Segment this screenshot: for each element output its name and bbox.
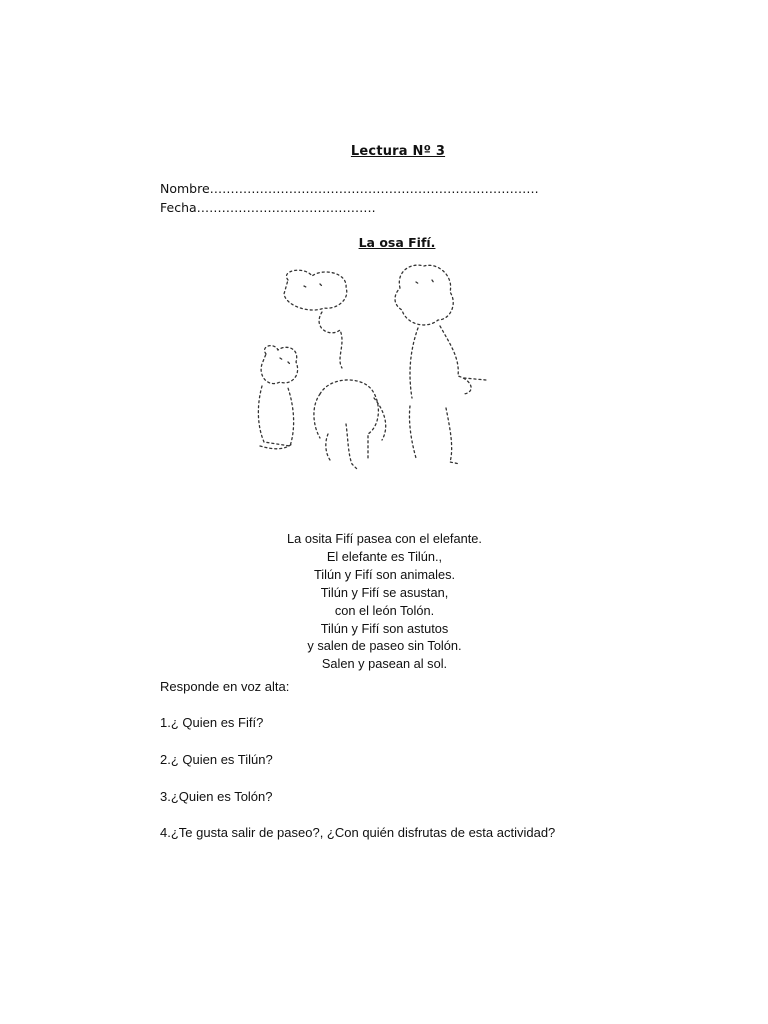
poem <box>0 530 768 673</box>
animals-illustration <box>250 258 500 486</box>
question-4: 4.¿Te gusta salir de paseo?, ¿Con quién disfrutas de esta actividad? <box>160 825 556 840</box>
nombre-field <box>160 181 539 196</box>
fecha-dots: ……………………………………. <box>196 200 376 215</box>
nombre-dots: ……………………………………………………………………. <box>209 181 539 196</box>
nombre-label: Nombre <box>160 181 210 196</box>
worksheet-title: Lectura Nº 3 <box>350 144 446 159</box>
poem-line: Tilún y Fifí son animales. <box>313 566 456 582</box>
poem-line: Tilún y Fifí se asustan, <box>320 584 449 600</box>
poem-line: El elefante es Tilún., <box>326 548 443 564</box>
poem-line: La osita Fifí pasea con el elefante. <box>287 531 482 546</box>
instruction-text: Responde en voz alta: <box>160 679 290 694</box>
question-1: 1.¿ Quien es Fifí? <box>160 715 264 730</box>
question-3: 3.¿Quien es Tolón? <box>160 789 273 804</box>
poem-line: Tilún y Fifí son astutos <box>320 620 449 636</box>
poem-line: con el león Tolón. <box>334 602 435 618</box>
fecha-label: Fecha <box>160 200 197 215</box>
story-title: La osa Fifí. <box>358 235 436 250</box>
fecha-field <box>160 200 376 215</box>
poem-line: Salen y pasean al sol. <box>321 656 448 672</box>
question-2: 2.¿ Quien es Tilún? <box>160 752 273 767</box>
poem-line: y salen de paseo sin Tolón. <box>307 638 462 654</box>
